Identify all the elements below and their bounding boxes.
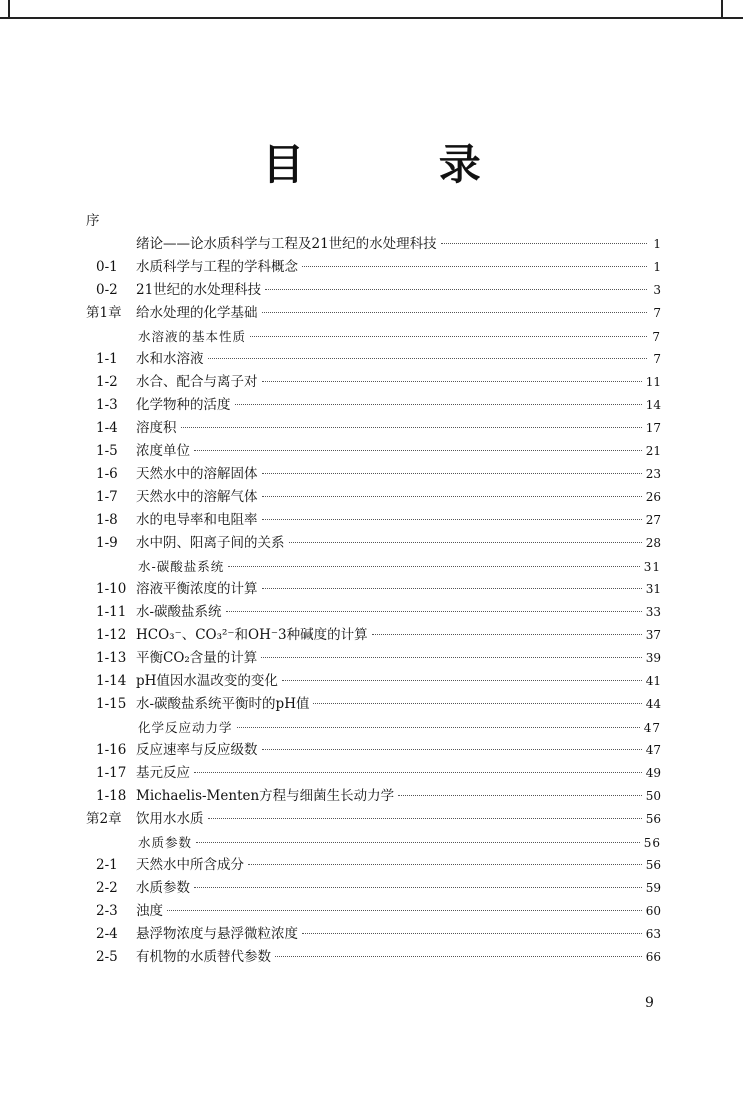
dot-leader: [313, 703, 641, 704]
toc-entry-title: pH值因水温改变的变化: [136, 673, 278, 689]
toc-entry-page: 41: [645, 674, 661, 688]
toc-entry-number: 1-11: [96, 604, 127, 620]
toc-entry-number: 1-8: [96, 512, 118, 528]
toc-entry-page: 26: [645, 490, 661, 504]
toc-entry[interactable]: [86, 716, 661, 739]
toc-entry-number: 1-7: [96, 489, 118, 505]
toc-entry-page: 28: [645, 536, 661, 550]
toc-entry-page: 47: [643, 721, 661, 735]
toc-entry[interactable]: [86, 762, 661, 785]
toc-entry-title: 反应速率与反应级数: [136, 742, 258, 758]
toc-entry-title: 水质科学与工程的学科概念: [136, 259, 298, 275]
toc-entry-page: 50: [645, 789, 661, 803]
toc-entry-number: 1-4: [96, 420, 118, 436]
toc-entry-number: 第2章: [86, 811, 122, 827]
toc-entry-number: 1-14: [96, 673, 127, 689]
toc-entry-page: 49: [645, 766, 661, 780]
toc-entry-number: 1-9: [96, 535, 118, 551]
toc-entry-number: 2-5: [96, 949, 118, 965]
toc-entry-title: 水质参数: [136, 880, 190, 896]
toc-entry-title: 天然水中的溶解气体: [136, 489, 258, 505]
dot-leader: [167, 910, 642, 911]
toc-entry-title: 水-碳酸盐系统: [138, 559, 225, 574]
toc-entry-number: 1-3: [96, 397, 118, 413]
toc-entry-title: 水和水溶液: [136, 351, 204, 367]
toc-entry[interactable]: [86, 647, 661, 670]
toc-entry-page: 17: [645, 421, 661, 435]
toc-entry[interactable]: [86, 808, 661, 831]
dot-leader: [289, 542, 642, 543]
toc-entry[interactable]: [86, 348, 661, 371]
dot-leader: [194, 450, 642, 451]
toc-entry-title: 溶度积: [136, 420, 177, 436]
toc-entry-title: 溶液平衡浓度的计算: [136, 581, 258, 597]
toc-entry-page: 7: [653, 352, 661, 366]
toc-entry-page: 47: [645, 743, 661, 757]
dot-leader: [181, 427, 642, 428]
dot-leader: [275, 956, 642, 957]
toc-entry-title: HCO₃⁻、CO₃²⁻和OH⁻3种碱度的计算: [136, 627, 368, 643]
toc-entry-page: 56: [645, 812, 661, 826]
toc-entry-title: Michaelis-Menten方程与细菌生长动力学: [136, 788, 395, 804]
toc-entry[interactable]: [86, 923, 661, 946]
toc-entry[interactable]: [86, 279, 661, 302]
toc-entry[interactable]: [86, 371, 661, 394]
dot-leader: [262, 381, 642, 382]
toc-entry-number: 1-17: [96, 765, 127, 781]
toc-entry-page: 60: [645, 904, 661, 918]
dot-leader: [250, 336, 647, 337]
toc-entry-title: 水溶液的基本性质: [138, 329, 247, 344]
toc-entry[interactable]: [86, 394, 661, 417]
toc-entry[interactable]: [86, 233, 661, 256]
dot-leader: [265, 289, 647, 290]
dot-leader: [262, 473, 642, 474]
toc-entry-title: 水-碳酸盐系统: [136, 604, 222, 620]
toc-entry-number: 1-6: [96, 466, 118, 482]
toc-entry[interactable]: [86, 509, 661, 532]
toc-entry[interactable]: [86, 417, 661, 440]
toc-entry-page: 31: [643, 560, 661, 574]
toc-entry[interactable]: [86, 578, 661, 601]
toc-entry[interactable]: [86, 877, 661, 900]
toc-entry-page: 1: [653, 237, 661, 251]
toc-entry-number: 2-4: [96, 926, 118, 942]
toc-entry[interactable]: [86, 854, 661, 877]
toc-entry-page: 14: [645, 398, 661, 412]
toc-entry-page: 27: [645, 513, 661, 527]
toc-entry-title: 悬浮物浓度与悬浮微粒浓度: [136, 926, 298, 942]
toc-entry-page: 21: [645, 444, 661, 458]
toc-entry-page: 56: [645, 858, 661, 872]
toc-entry-number: 1-2: [96, 374, 118, 390]
dot-leader: [302, 933, 642, 934]
toc-entry-title: 化学物种的活度: [136, 397, 231, 413]
toc-entry-page: 59: [645, 881, 661, 895]
dot-leader: [194, 887, 642, 888]
toc-entry-number: 1-15: [96, 696, 127, 712]
toc-entry-page: 63: [645, 927, 661, 941]
toc-entry[interactable]: [86, 601, 661, 624]
toc-entry-title: 给水处理的化学基础: [136, 305, 258, 321]
toc-entry[interactable]: [86, 463, 661, 486]
toc-entry-number: 1-5: [96, 443, 118, 459]
toc-entry[interactable]: [86, 210, 661, 233]
toc-entry-number: 1-1: [96, 351, 118, 367]
toc-entry[interactable]: [86, 325, 661, 348]
toc-entry-number: 0-2: [96, 282, 118, 298]
toc-entry[interactable]: [86, 555, 661, 578]
dot-leader: [262, 588, 642, 589]
toc-entry-title: 水质参数: [138, 835, 193, 850]
toc-entry-page: 31: [645, 582, 661, 596]
toc-entry-page: 7: [653, 306, 661, 320]
toc-entry-page: 3: [653, 283, 661, 297]
toc-entry-number: 1-13: [96, 650, 127, 666]
dot-leader: [208, 818, 642, 819]
dot-leader: [262, 749, 642, 750]
table-of-contents: [86, 210, 661, 969]
dot-leader: [237, 727, 640, 728]
dot-leader: [196, 842, 640, 843]
toc-entry-number: 1-16: [96, 742, 127, 758]
dot-leader: [302, 266, 647, 267]
toc-entry-title: 21世纪的水处理科技: [136, 282, 262, 298]
toc-entry-page: 11: [645, 375, 661, 389]
toc-entry-number: 1-12: [96, 627, 127, 643]
toc-entry[interactable]: [86, 624, 661, 647]
toc-entry-number: 2-2: [96, 880, 118, 896]
toc-entry-number: 1-18: [96, 788, 127, 804]
toc-entry-page: 37: [645, 628, 661, 642]
toc-entry-page: 66: [645, 950, 661, 964]
toc-entry[interactable]: [86, 256, 661, 279]
toc-entry-title: 浊度: [136, 903, 163, 919]
page-number: 9: [645, 995, 654, 1011]
toc-entry[interactable]: [86, 946, 661, 969]
toc-entry-page: 56: [643, 836, 661, 850]
dot-leader: [261, 657, 641, 658]
toc-entry-number: 第1章: [86, 305, 122, 321]
crop-mark-left: [8, 0, 10, 17]
toc-entry[interactable]: [86, 693, 661, 716]
toc-entry-number: 2-3: [96, 903, 118, 919]
dot-leader: [398, 795, 642, 796]
dot-leader: [372, 634, 642, 635]
dot-leader: [208, 358, 648, 359]
toc-entry-page: 39: [645, 651, 661, 665]
toc-entry-title: 序: [86, 213, 100, 229]
toc-entry-title: 水-碳酸盐系统平衡时的pH值: [136, 696, 310, 712]
toc-entry-title: 平衡CO₂含量的计算: [136, 650, 258, 666]
dot-leader: [228, 566, 639, 567]
toc-entry-page: 44: [645, 697, 661, 711]
dot-leader: [282, 680, 642, 681]
toc-entry[interactable]: [86, 532, 661, 555]
toc-entry[interactable]: [86, 785, 661, 808]
dot-leader: [441, 243, 647, 244]
toc-entry-title: 化学反应动力学: [138, 720, 233, 735]
toc-entry-title: 水合、配合与离子对: [136, 374, 258, 390]
toc-entry[interactable]: [86, 900, 661, 923]
toc-entry-title: 绪论——论水质科学与工程及21世纪的水处理科技: [136, 236, 437, 252]
toc-entry[interactable]: [86, 440, 661, 463]
toc-entry-number: 2-1: [96, 857, 118, 873]
toc-entry-number: 0-1: [96, 259, 118, 275]
dot-leader: [194, 772, 642, 773]
dot-leader: [226, 611, 642, 612]
toc-entry-page: 23: [645, 467, 661, 481]
toc-entry[interactable]: [86, 302, 661, 325]
page-title: 目 录: [262, 140, 541, 189]
toc-entry-title: 基元反应: [136, 765, 190, 781]
toc-entry-page: 33: [645, 605, 661, 619]
toc-entry-title: 水中阴、阳离子间的关系: [136, 535, 285, 551]
toc-entry-page: 7: [652, 330, 661, 344]
toc-entry[interactable]: [86, 739, 661, 762]
dot-leader: [262, 312, 648, 313]
toc-entry-title: 有机物的水质替代参数: [136, 949, 271, 965]
toc-entry-title: 浓度单位: [136, 443, 190, 459]
toc-entry-page: 1: [653, 260, 661, 274]
toc-entry[interactable]: [86, 486, 661, 509]
toc-entry[interactable]: [86, 670, 661, 693]
dot-leader: [262, 519, 642, 520]
top-rule: [0, 0, 743, 19]
toc-entry-number: 1-10: [96, 581, 127, 597]
toc-entry-title: 水的电导率和电阻率: [136, 512, 258, 528]
toc-entry-title: 饮用水水质: [136, 811, 204, 827]
dot-leader: [248, 864, 642, 865]
toc-entry[interactable]: [86, 831, 661, 854]
dot-leader: [235, 404, 642, 405]
dot-leader: [262, 496, 642, 497]
toc-entry-title: 天然水中所含成分: [136, 857, 244, 873]
toc-entry-title: 天然水中的溶解固体: [136, 466, 258, 482]
crop-mark-right: [721, 0, 723, 17]
